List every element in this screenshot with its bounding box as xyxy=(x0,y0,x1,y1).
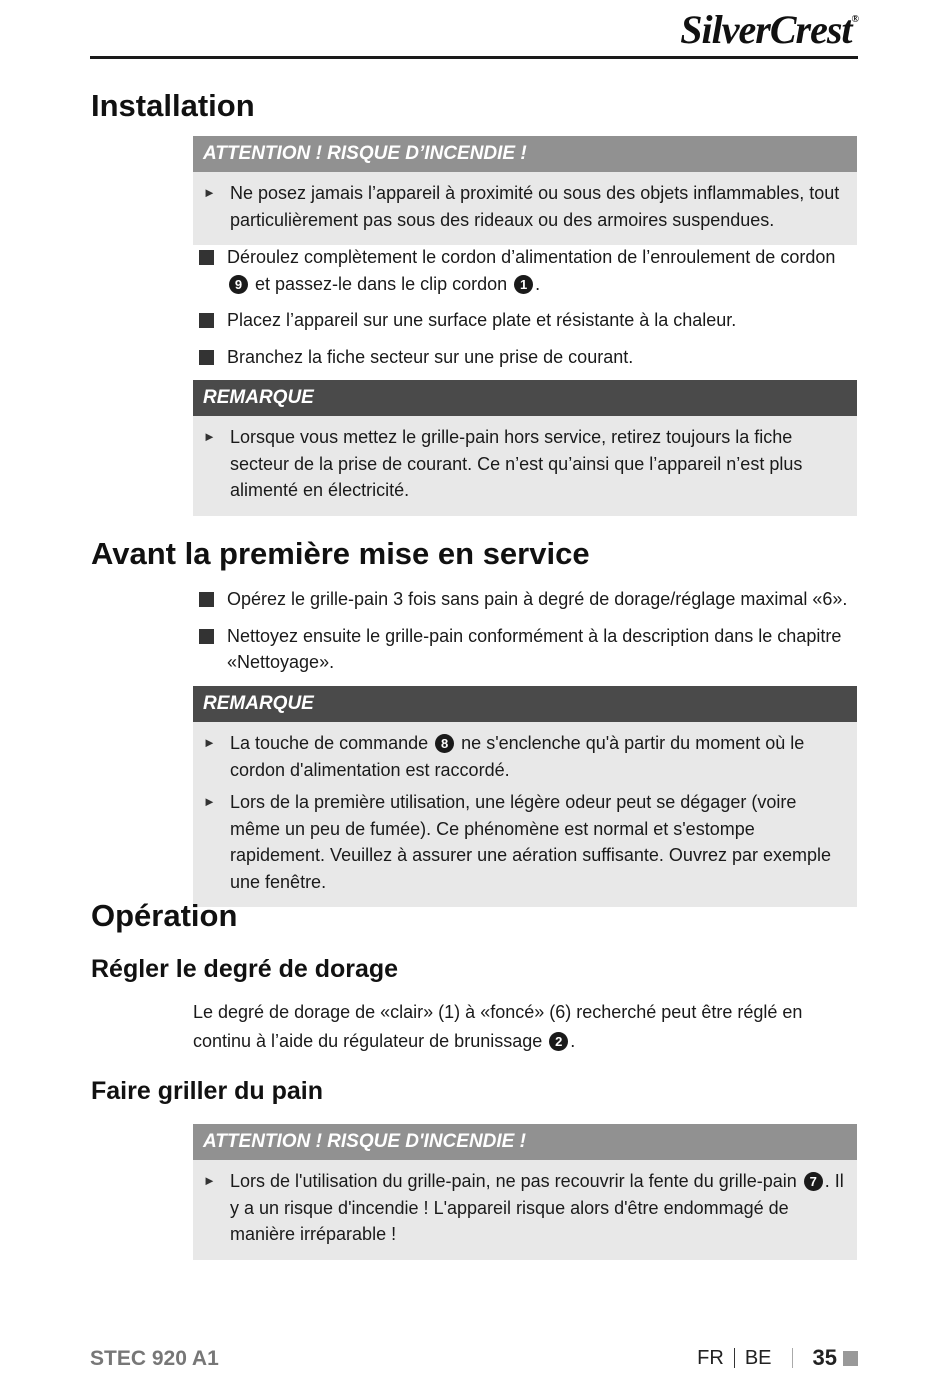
warning-item: ► Ne posez jamais l’appareil à proximité ou sous des objets inflammables, tout particulièrement pas sous des rideaux ou des armoires suspendues. xyxy=(203,180,847,233)
note-box-first-use xyxy=(193,686,857,907)
list-item: Placez l’appareil sur une surface plate et résistante à la chaleur. xyxy=(199,307,859,334)
warning-title: ATTENTION ! RISQUE D'INCENDIE ! xyxy=(193,1124,857,1160)
note-item: ► Lors de la première utilisation, une légère odeur peut se dégager (voire même un peu de fumée). Ce phénomène est normal et s'estompe rapidement. Veuillez à assurer une aération suffisante. Ouvrez par exemple une fenêtre. xyxy=(203,789,847,895)
warning-title: ATTENTION ! RISQUE D’INCENDIE ! xyxy=(193,136,857,172)
note-item: ► Lorsque vous mettez le grille-pain hors service, retirez toujours la fiche secteur de la prise de courant. Ce n’est qu’ainsi que l’appareil n’est plus alimenté en électricité. xyxy=(203,424,847,504)
note-item: ► La touche de commande 8 ne s'enclenche qu'à partir du moment où le cordon d'alimentation est raccordé. xyxy=(203,730,847,783)
square-bullet-icon xyxy=(199,592,214,607)
arrow-icon: ► xyxy=(203,735,216,750)
first-use-steps xyxy=(199,586,859,686)
square-bullet-icon xyxy=(199,350,214,365)
subsection-title-toasting: Faire griller du pain xyxy=(91,1077,323,1105)
note-title: REMARQUE xyxy=(193,686,857,722)
footer-lang-fr: FR xyxy=(697,1346,724,1369)
callout-number-icon: 1 xyxy=(514,275,533,294)
note-box-installation xyxy=(193,380,857,516)
divider xyxy=(792,1348,793,1368)
callout-number-icon: 8 xyxy=(435,734,454,753)
square-bullet-icon xyxy=(199,629,214,644)
subsection-title-browning: Régler le degré de dorage xyxy=(91,955,399,983)
note-title: REMARQUE xyxy=(193,380,857,416)
installation-steps xyxy=(199,244,859,380)
section-title-first-use: Avant la première mise en service xyxy=(91,536,590,571)
section-title-installation: Installation xyxy=(91,88,255,123)
list-item: Branchez la fiche secteur sur une prise de courant. xyxy=(199,344,859,371)
callout-number-icon: 7 xyxy=(804,1172,823,1191)
footer-page-info xyxy=(697,1345,858,1371)
footer-model: STEC 920 A1 xyxy=(90,1347,219,1370)
callout-number-icon: 9 xyxy=(229,275,248,294)
arrow-icon: ► xyxy=(203,1173,216,1188)
warning-item: ► Lors de l'utilisation du grille-pain, ne pas recouvrir la fente du grille-pain 7 . Il y a un risque d'incendie ! L'appareil risque alors d'être endommagé de manière irréparable ! xyxy=(203,1168,847,1248)
list-item: Nettoyez ensuite le grille-pain conformément à la description dans le chapitre «Nettoyage». xyxy=(199,623,859,676)
section-title-operation: Opération xyxy=(91,898,238,933)
square-marker-icon xyxy=(843,1351,858,1366)
callout-number-icon: 2 xyxy=(549,1032,568,1051)
square-bullet-icon xyxy=(199,250,214,265)
page-number: 35 xyxy=(812,1345,837,1370)
arrow-icon: ► xyxy=(203,185,216,200)
header-rule xyxy=(90,56,858,59)
warning-box-installation xyxy=(193,136,857,245)
arrow-icon: ► xyxy=(203,429,216,444)
browning-paragraph: Le degré de dorage de «clair» (1) à «foncé» (6) recherché peut être réglé en continu à l’aide du régulateur de brunissage 2 . xyxy=(193,1002,803,1051)
brand-logo: SilverCrest® xyxy=(680,7,858,52)
divider xyxy=(734,1348,735,1368)
square-bullet-icon xyxy=(199,313,214,328)
list-item: Déroulez complètement le cordon d’alimentation de l’enroulement de cordon 9 et passez-le dans le clip cordon 1 . xyxy=(199,244,859,297)
list-item: Opérez le grille-pain 3 fois sans pain à degré de dorage/réglage maximal «6». xyxy=(199,586,859,613)
arrow-icon: ► xyxy=(203,794,216,809)
warning-box-toasting xyxy=(193,1124,857,1260)
footer-lang-be: BE xyxy=(744,1346,772,1369)
